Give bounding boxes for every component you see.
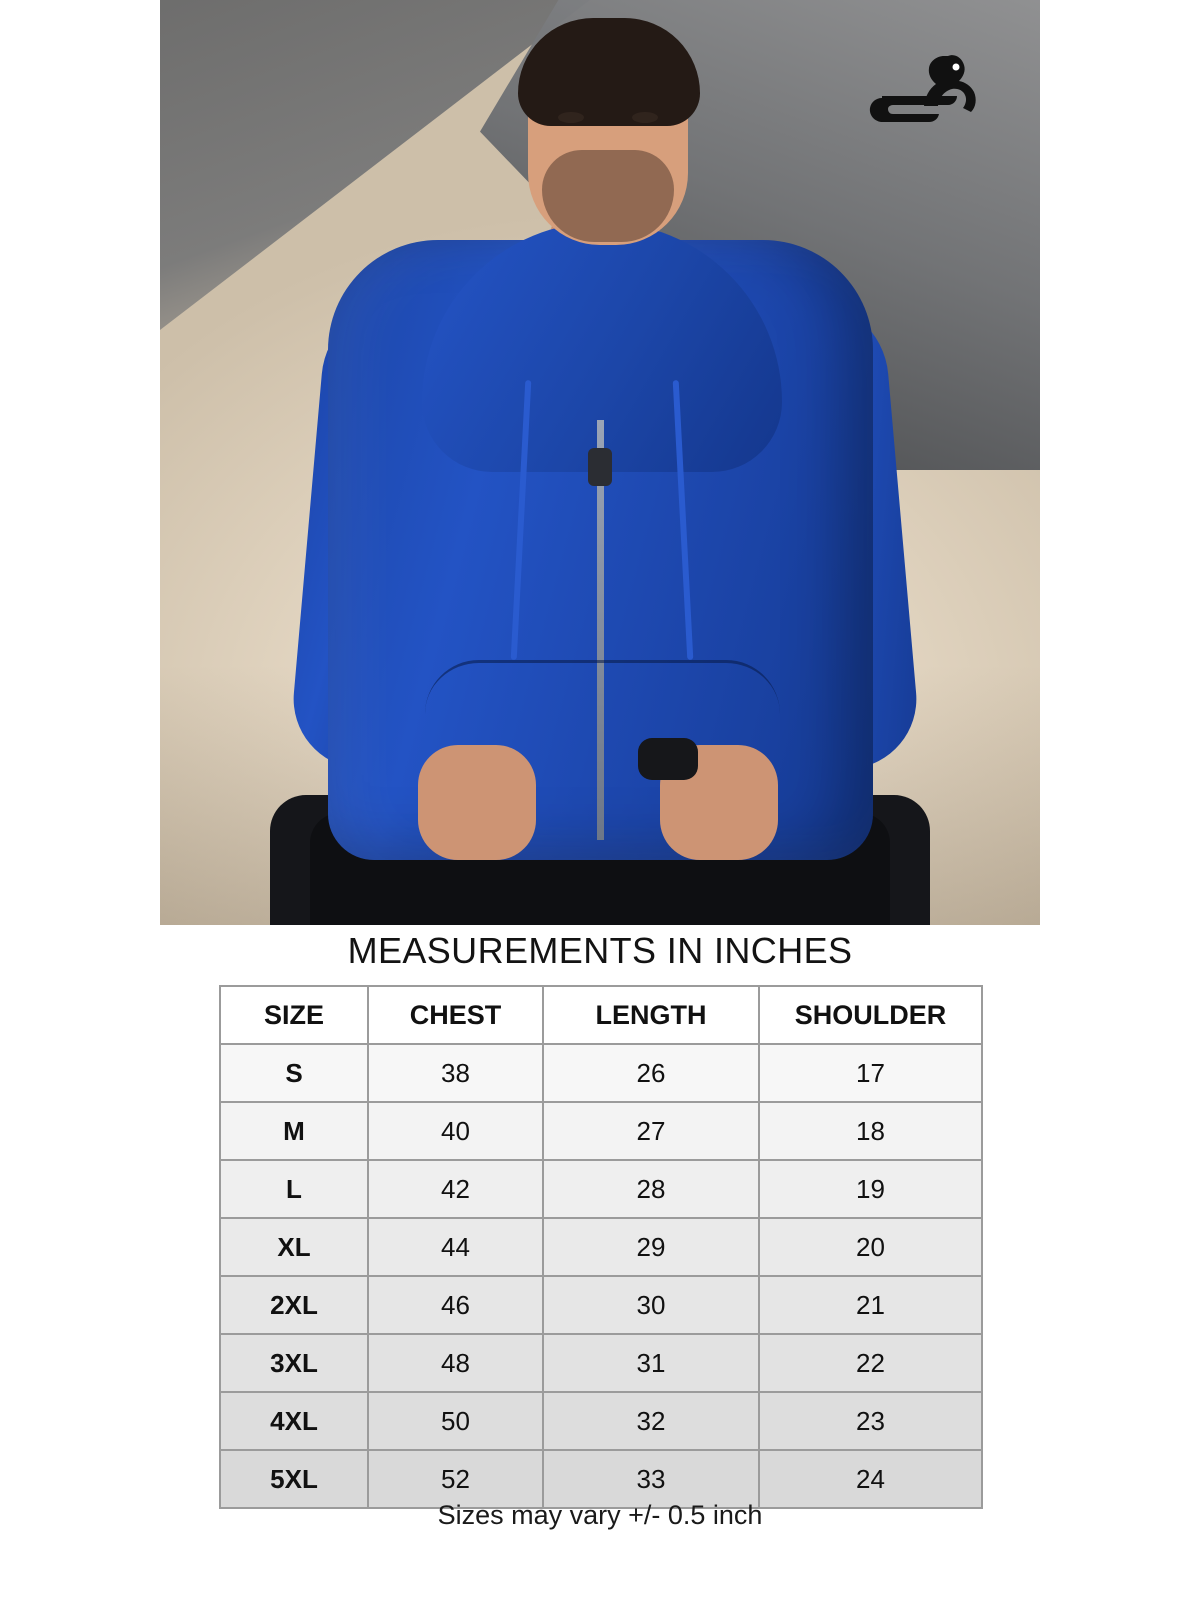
cell-chest: 48: [368, 1334, 543, 1392]
model-eye-left: [558, 112, 584, 123]
cell-length: 28: [543, 1160, 759, 1218]
cell-length: 33: [543, 1450, 759, 1508]
cell-shoulder: 22: [759, 1334, 982, 1392]
cell-size: 4XL: [220, 1392, 368, 1450]
cell-size: L: [220, 1160, 368, 1218]
size-chart-table: [219, 985, 983, 1509]
cell-shoulder: 19: [759, 1160, 982, 1218]
model-hair: [518, 18, 700, 126]
cell-size: S: [220, 1044, 368, 1102]
model-figure: [160, 0, 1040, 925]
size-variance-note: Sizes may vary +/- 0.5 inch: [437, 1500, 763, 1530]
model-eye-right: [632, 112, 658, 123]
cell-length: 32: [543, 1392, 759, 1450]
cell-shoulder: 18: [759, 1102, 982, 1160]
cell-chest: 40: [368, 1102, 543, 1160]
model-hand-left: [418, 745, 536, 860]
cell-shoulder: 21: [759, 1276, 982, 1334]
table-row: [220, 1392, 982, 1450]
cell-size: XL: [220, 1218, 368, 1276]
cell-chest: 38: [368, 1044, 543, 1102]
size-chart-body: [220, 1044, 982, 1508]
cell-length: 30: [543, 1276, 759, 1334]
table-row: [220, 1334, 982, 1392]
cell-chest: 44: [368, 1218, 543, 1276]
chart-title: MEASUREMENTS IN INCHES: [347, 930, 853, 971]
table-header-row: [220, 986, 982, 1044]
wristwatch: [638, 738, 698, 780]
model-beard: [542, 150, 674, 242]
table-row: [220, 1276, 982, 1334]
table-row: [220, 1044, 982, 1102]
cell-chest: 42: [368, 1160, 543, 1218]
cell-chest: 50: [368, 1392, 543, 1450]
product-photo: [160, 0, 1040, 925]
cell-shoulder: 17: [759, 1044, 982, 1102]
cell-shoulder: 20: [759, 1218, 982, 1276]
table-row: [220, 1102, 982, 1160]
table-row: [220, 1160, 982, 1218]
cell-size: 3XL: [220, 1334, 368, 1392]
cell-size: 5XL: [220, 1450, 368, 1508]
cell-size: M: [220, 1102, 368, 1160]
column-header-length: LENGTH: [543, 986, 759, 1044]
cell-size: 2XL: [220, 1276, 368, 1334]
cell-shoulder: 23: [759, 1392, 982, 1450]
cell-length: 31: [543, 1334, 759, 1392]
cell-length: 27: [543, 1102, 759, 1160]
cell-chest: 52: [368, 1450, 543, 1508]
column-header-size: SIZE: [220, 986, 368, 1044]
column-header-chest: CHEST: [368, 986, 543, 1044]
rabbit-logo-icon: [852, 48, 982, 138]
cell-length: 26: [543, 1044, 759, 1102]
cell-length: 29: [543, 1218, 759, 1276]
zipper-pull: [588, 448, 612, 486]
cell-shoulder: 24: [759, 1450, 982, 1508]
column-header-shoulder: SHOULDER: [759, 986, 982, 1044]
cell-chest: 46: [368, 1276, 543, 1334]
table-row: [220, 1218, 982, 1276]
